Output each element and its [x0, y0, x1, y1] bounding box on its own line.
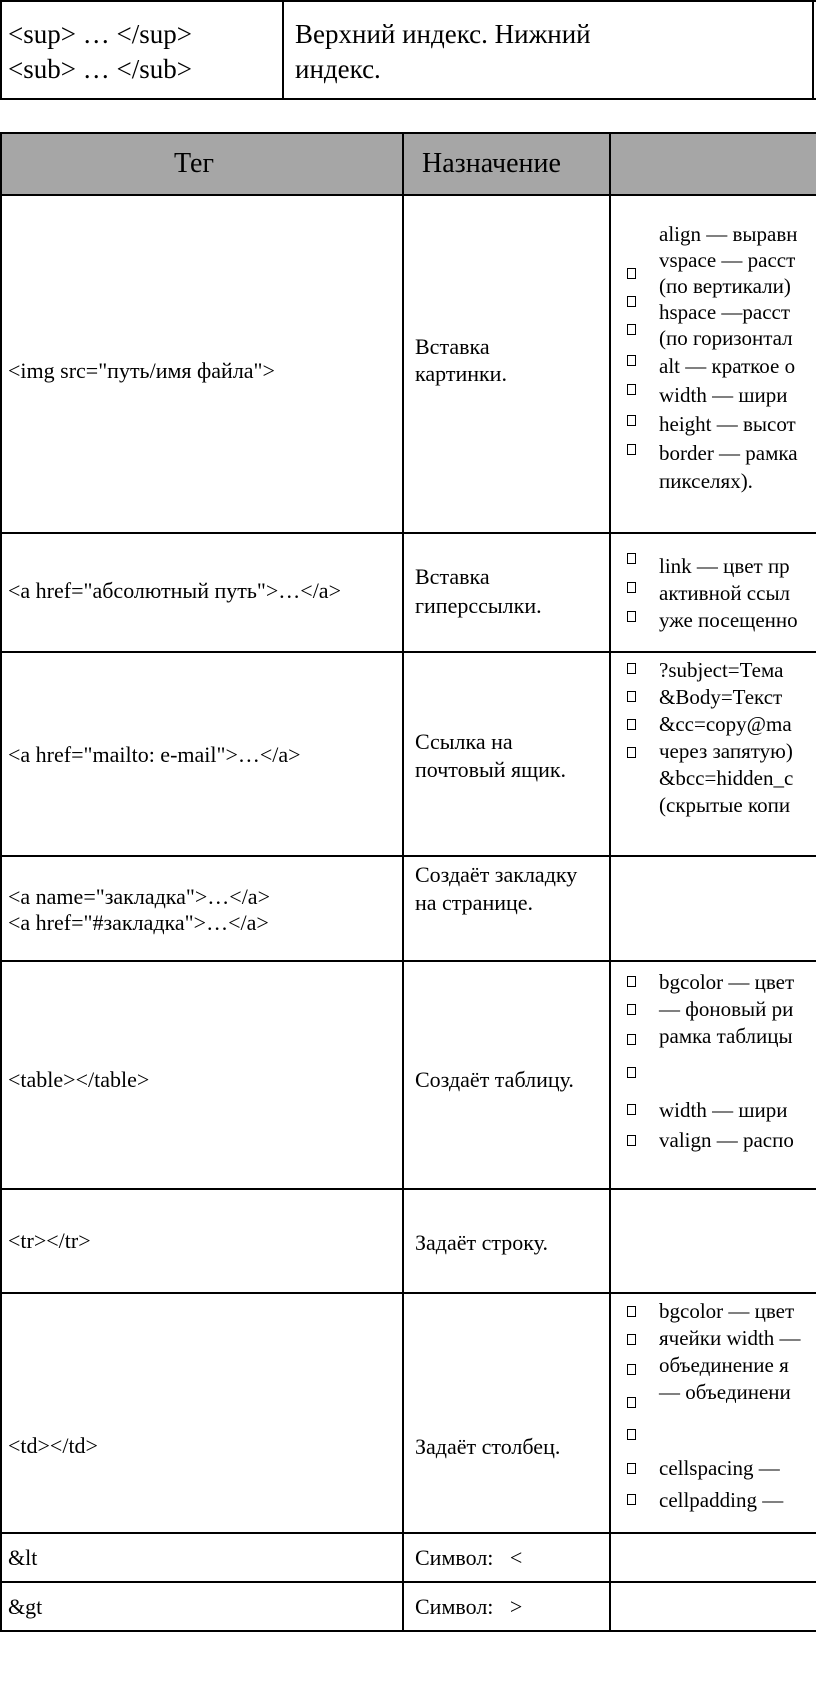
purpose-cell: картинки.	[415, 361, 507, 386]
purpose-cell: гиперссылки.	[415, 593, 542, 618]
bullet-box-icon	[627, 747, 636, 758]
divider	[0, 132, 2, 1632]
divider	[402, 132, 404, 1632]
purpose-cell: Вставка	[415, 334, 490, 359]
bullet-box-icon	[627, 663, 636, 674]
divider	[0, 98, 816, 100]
attributes-cell	[611, 962, 816, 1188]
attribute-text: ?subject=Тема	[659, 658, 784, 682]
bullet-box-icon	[627, 1463, 636, 1474]
bullet-box-icon	[627, 1334, 636, 1345]
bullet-box-icon	[627, 444, 636, 455]
divider	[0, 855, 816, 857]
tag-cell: <a href="#закладка">…</a>	[8, 910, 269, 935]
bullet-box-icon	[627, 553, 636, 564]
attribute-text: — объединени	[659, 1380, 791, 1404]
bullet-box-icon	[627, 1397, 636, 1408]
tag-cell: <a href="абсолютный путь">…</a>	[8, 578, 341, 603]
tag-cell: &gt	[8, 1594, 43, 1619]
divider	[0, 0, 2, 100]
divider	[282, 0, 284, 100]
purpose-line: индекс.	[295, 54, 381, 84]
attribute-text: (скрытые копи	[659, 793, 791, 817]
table-header	[0, 133, 816, 194]
purpose-cell: на странице.	[415, 890, 534, 915]
attribute-text: (по вертикали)	[659, 274, 791, 298]
attributes-cell	[611, 1294, 816, 1532]
purpose-cell: Создаёт таблицу.	[415, 1067, 574, 1092]
attribute-text: border — рамка	[659, 441, 798, 465]
attribute-text: пикселях).	[659, 469, 753, 493]
bullet-box-icon	[627, 1429, 636, 1440]
attribute-text: объединение я	[659, 1353, 789, 1377]
bullet-box-icon	[627, 691, 636, 702]
attribute-text: bgcolor — цвет	[659, 1299, 795, 1323]
attribute-text: через запятую)	[659, 739, 793, 763]
bullet-box-icon	[627, 1004, 636, 1015]
divider	[0, 1581, 816, 1583]
attribute-text: width — шири	[659, 1098, 788, 1122]
bullet-box-icon	[627, 296, 636, 307]
attribute-text: (по горизонтал	[659, 326, 793, 350]
attributes-cell	[611, 653, 816, 855]
purpose-cell: Символ: <	[415, 1545, 523, 1570]
tag-cell: &lt	[8, 1545, 38, 1570]
purpose-cell: Вставка	[415, 564, 490, 589]
column-header-purpose: Назначение	[422, 148, 561, 179]
attribute-text: height — высот	[659, 412, 796, 436]
tag-cell: <td></td>	[8, 1433, 98, 1458]
attribute-text: активной ссыл	[659, 581, 791, 605]
bullet-box-icon	[627, 1067, 636, 1078]
purpose-cell: Ссылка на	[415, 729, 513, 754]
tag-line: <sup> … </sup>	[8, 19, 192, 49]
bullet-box-icon	[627, 384, 636, 395]
purpose-cell: Символ: >	[415, 1594, 523, 1619]
bullet-box-icon	[627, 355, 636, 366]
bullet-box-icon	[627, 1135, 636, 1146]
attribute-text: &Body=Текст	[659, 685, 783, 709]
bullet-box-icon	[627, 1104, 636, 1115]
bullet-box-icon	[627, 415, 636, 426]
divider	[0, 132, 816, 134]
bullet-box-icon	[627, 1494, 636, 1505]
tag-cell: <tr></tr>	[8, 1228, 91, 1253]
attributes-cell	[611, 534, 816, 651]
divider	[812, 0, 814, 100]
column-header-tag: Тег	[174, 148, 214, 179]
attribute-text: &bcc=hidden_c	[659, 766, 794, 790]
attribute-text: — фоновый ри	[659, 997, 794, 1021]
bullet-box-icon	[627, 611, 636, 622]
tag-cell: <img src="путь/имя файла">	[8, 358, 275, 383]
tag-cell: <table></table>	[8, 1067, 150, 1092]
purpose-line: Верхний индекс. Нижний	[295, 19, 591, 49]
bullet-box-icon	[627, 719, 636, 730]
purpose-cell: Задаёт строку.	[415, 1230, 548, 1255]
divider	[0, 1630, 816, 1632]
bullet-box-icon	[627, 976, 636, 987]
attribute-text: ячейки width —	[659, 1326, 801, 1350]
attribute-text: link — цвет пр	[659, 554, 790, 578]
attribute-text: уже посещенно	[659, 608, 798, 632]
divider	[0, 0, 816, 2]
bullet-box-icon	[627, 1306, 636, 1317]
attribute-text: valign — распо	[659, 1128, 794, 1152]
tag-line: <sub> … </sub>	[8, 54, 192, 84]
tag-cell: <a name="закладка">…</a>	[8, 884, 270, 909]
purpose-cell: Создаёт закладку	[415, 862, 578, 887]
attribute-text: width — шири	[659, 383, 788, 407]
bullet-box-icon	[627, 1034, 636, 1045]
tag-cell: <a href="mailto: e-mail">…</a>	[8, 742, 301, 767]
bullet-box-icon	[627, 1364, 636, 1375]
divider	[0, 1532, 816, 1534]
attribute-text: cellpadding —	[659, 1488, 784, 1512]
bullet-box-icon	[627, 324, 636, 335]
attribute-text: vspace — расст	[659, 248, 796, 272]
attribute-text: align — выравн	[659, 222, 798, 246]
bullet-box-icon	[627, 582, 636, 593]
attribute-text: bgcolor — цвет	[659, 970, 795, 994]
attribute-text: рамка таблицы	[659, 1024, 793, 1048]
purpose-cell: Задаёт столбец.	[415, 1434, 561, 1459]
purpose-cell: почтовый ящик.	[415, 757, 567, 782]
bullet-box-icon	[627, 268, 636, 279]
attribute-text: alt — краткое о	[659, 354, 796, 378]
attributes-cell	[611, 196, 816, 532]
attribute-text: &cc=copy@ma	[659, 712, 792, 736]
attribute-text: hspace —расст	[659, 300, 791, 324]
divider	[0, 1188, 816, 1190]
attribute-text: cellspacing —	[659, 1456, 780, 1480]
